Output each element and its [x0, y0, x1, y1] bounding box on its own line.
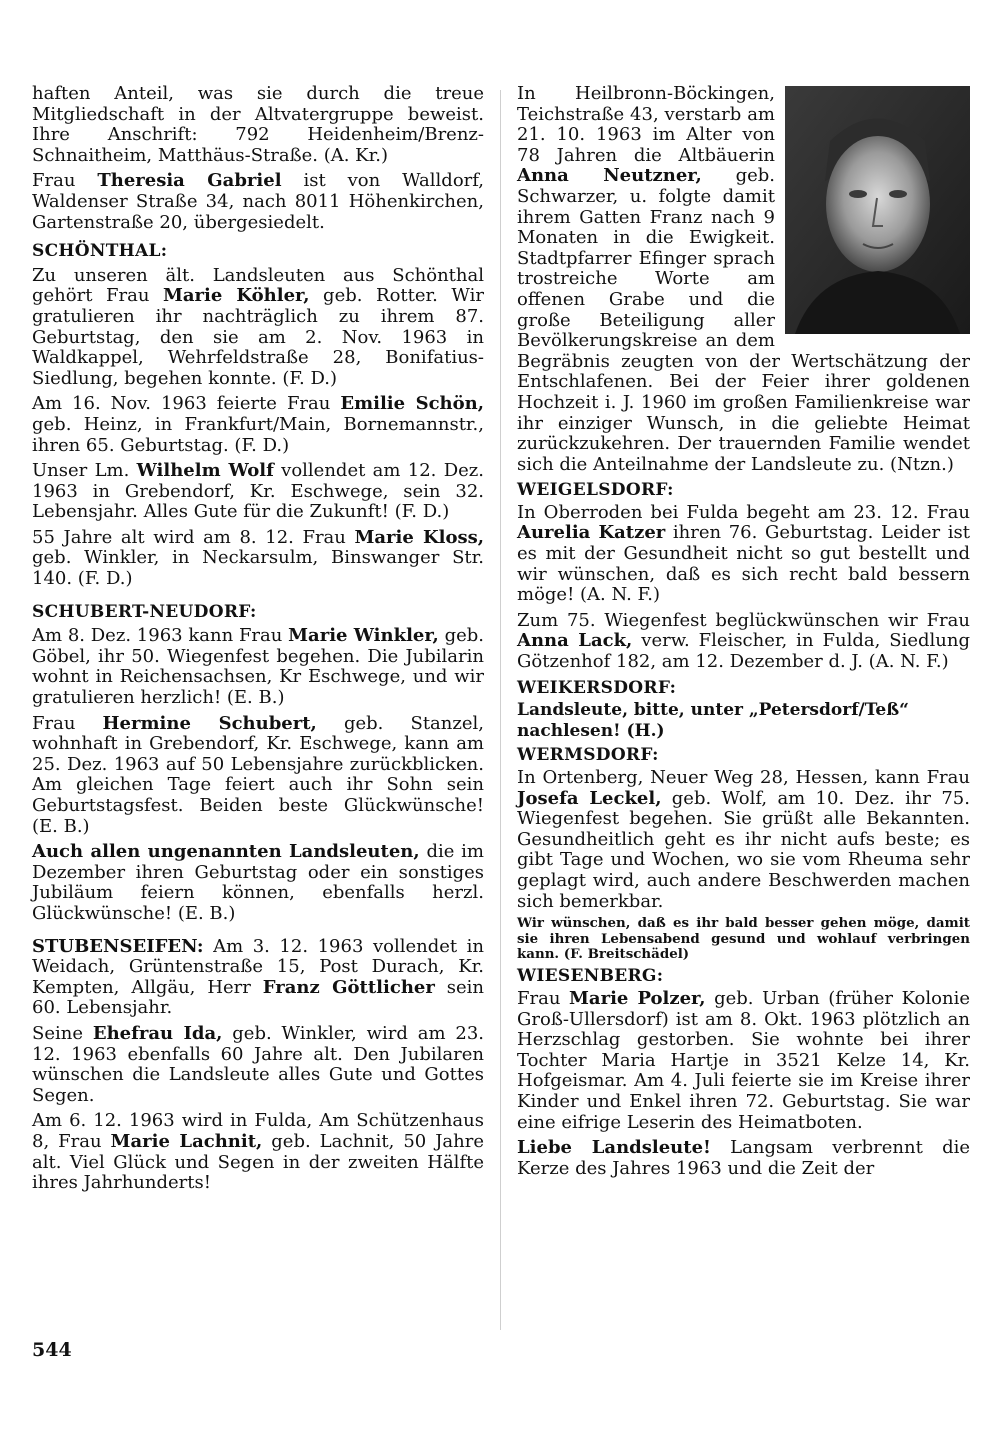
person-name: Josefa Leckel, [517, 787, 662, 809]
notice-text: Landsleute, bitte, unter „Petersdorf/Teß“ nachlesen! (H.) [517, 700, 909, 741]
text: In Ortenberg, Neuer Weg 28, Hessen, kann Frau [517, 767, 970, 788]
paragraph [517, 989, 970, 1133]
person-name: Ehefrau Ida, [92, 1022, 223, 1044]
paragraph [32, 528, 484, 590]
text: Seine [32, 1022, 93, 1044]
person-name: Emilie Schön, [340, 393, 485, 415]
page-number: 544 [32, 1339, 72, 1361]
text: In Oberroden bei Fulda begeht am 23. 12. Frau [517, 501, 970, 523]
person-name: Anna Lack, [517, 630, 633, 652]
text: Am 3. 12. 1963 vollendet in Weidach, Grüntenstraße 15, Post Durach, Kr. Kempten, Allgäu, Herr [32, 935, 484, 998]
section-heading-weikersdorf: WEIKERSDORF: [517, 677, 677, 698]
paragraph [32, 714, 484, 838]
text: die im Dezember ihren Geburtstag oder ein sonstiges Jubiläum feiern können, ebenfalls herzl. Glückwünsche! (E. B.) [32, 841, 485, 924]
paragraph [32, 842, 484, 924]
text: geb. Winkler, wird am 23. 12. 1963 ebenfalls 60 Jahre alt. Den Jubilaren wünschen die Landsleute alles Gute und Gottes Segen. [32, 1022, 485, 1106]
person-name: Marie Kloss, [354, 526, 484, 548]
paragraph [32, 937, 484, 1019]
text: Frau [32, 712, 103, 734]
text: Frau [32, 170, 98, 192]
person-name: Marie Köhler, [162, 285, 310, 307]
section-heading-weigelsdorf: WEIGELSDORF: [517, 480, 674, 501]
section-heading-wermsdorf: WERMSDORF: [517, 745, 659, 766]
section-heading-stubenseifen: STUBENSEIFEN: [32, 935, 204, 957]
paragraph [32, 1024, 484, 1106]
portrait-icon [785, 86, 970, 334]
paragraph [517, 768, 970, 912]
paragraph [32, 461, 484, 523]
text: geb. Urban (früher Kolonie Groß-Ullersdorf) ist am 8. Okt. 1963 plötzlich an Herzschlag gestorben. Sie wohnte bei ihrer Tochter Maria Hartje in 3521 Kelze 14, Kr. Hofgeismar. Am 4. Juli feierte sie im Kreise ihrer Kinder und Enkel ihren 72. Geburtstag. Sie war eine eifrige Leserin des Heimatboten. [517, 987, 970, 1133]
text: Am 6. 12. 1963 wird in Fulda, Am Schützenhaus 8, Frau [32, 1110, 484, 1152]
person-name: Wilhelm Wolf [136, 460, 274, 482]
text: Zum 75. Wiegenfest beglückwünschen wir Frau [517, 609, 970, 631]
section-heading-wiesenberg: WIESENBERG: [517, 966, 664, 987]
text: geb. Stanzel, wohnhaft in Grebendorf, Kr. Eschwege, kann am 25. Dez. 1963 auf 50 Lebensjahre zurückblicken. Am gleichen Tage feiert auch ihr Sohn sein Geburtstagsfest. Beiden beste Glückwünsche! (E. B.) [32, 712, 484, 837]
text: geb. Lachnit, 50 Jahre alt. Viel Glück und Segen in der zweiten Hälfte ihres Jahrhunderts! [32, 1130, 485, 1194]
paragraph [517, 1138, 970, 1179]
paragraph [517, 611, 970, 673]
text: sein 60. Lebensjahr. [32, 976, 484, 1019]
paragraph [32, 1111, 484, 1193]
text: Unser Lm. [32, 460, 137, 482]
text: Langsam verbrennt die Kerze des Jahres 1963 und die Zeit der [517, 1137, 971, 1179]
paragraph: haften Anteil, was sie durch die treue Mitgliedschaft in der Altvatergruppe beweist. Ihre Anschrift: 792 Heidenheim/Brenz-Schnaitheim, Matthäus-Straße. (A. Kr.) [32, 83, 484, 166]
column-divider [500, 90, 501, 1330]
text: verw. Fleischer, in Fulda, Siedlung Götzenhof 182, am 12. Dezember d. J. (A. N. F.) [517, 630, 970, 673]
text: vollendet am 12. Dez. 1963 in Grebendorf, Kr. Eschwege, sein 32. Lebensjahr. Alles Gute für die Zukunft! (F. D.) [32, 460, 484, 523]
text: geb. Heinz, in Frankfurt/Main, Bornemannstr., ihren 65. Geburtstag. (F. D.) [32, 413, 484, 456]
person-name: Marie Winkler, [288, 625, 439, 647]
text: Am 8. Dez. 1963 kann Frau [32, 625, 289, 647]
text: geb. Göbel, ihr 50. Wiegenfest begehen. Die Jubilarin wohnt in Reichensachsen, Kr Eschwege, und wir gratulieren herzlich! (E. B.) [32, 625, 485, 709]
text: Zu unseren ält. Landsleuten aus Schönthal gehört Frau [32, 264, 484, 307]
section-heading-schubert-neudorf: SCHUBERT-NEUDORF: [32, 601, 257, 622]
person-name: Anna Neutzner, [517, 165, 702, 187]
text: Frau [517, 987, 569, 1009]
paragraph [32, 266, 484, 390]
person-name: Marie Polzer, [569, 987, 706, 1009]
text: 55 Jahre alt wird am 8. 12. Frau [32, 526, 355, 548]
text: geb. Rotter. Wir gratulieren ihr nachträglich zu ihrem 87. Geburtstag, den sie am 2. Nov. 1963 in Waldkappel, Wehrfeldstraße 28, Bonifatius-Siedlung, begehen konnte. (F. D.) [32, 285, 484, 389]
person-name: Marie Lachnit, [110, 1130, 263, 1152]
text: Am 16. Nov. 1963 feierte Frau [32, 393, 341, 415]
text: ihren 76. Geburtstag. Leider ist es mit der Gesundheit nicht so gut bestellt und wir wünschen, daß es sich recht bald bessern möge! (A. N. F.) [517, 522, 971, 606]
right-column [517, 84, 970, 1184]
text: geb. Schwarzer, u. folgte damit ihrem Gatten Franz nach 9 Monaten in die Ewigkeit. Stadtpfarrer Efinger sprach trostreiche Worte am offenen Grabe und die große Beteiligung aller Bevölkerungskreise an dem Begräbnis zeugten von der Wertschätzung der Entschlafenen. Bei der Feier ihrer goldenen Hochzeit i. J. 1960 im großen Familienkreise war ihr einziger Wunsch, in die geliebte Heimat zurückzukehren. Der trauernden Familie wendet sich die Anteilnahme der Landsleute zu. (Ntzn.) [517, 165, 970, 475]
person-name: Aurelia Katzer [517, 522, 666, 544]
section-heading-schoenthal: SCHÖNTHAL: [32, 241, 168, 262]
left-column [32, 84, 484, 1199]
text: ist von Walldorf, Waldenser Straße 34, nach 8011 Höhenkirchen, Gartenstraße 20, übergesiedelt. [32, 170, 484, 233]
small-note: Wir wünschen, daß es ihr bald besser gehen möge, damit sie ihren Lebensabend gesund und wohlauf verbringen kann. (F. Breitschädel) [517, 915, 970, 962]
bold-text: Auch allen ungenannten Landsleuten, [32, 841, 420, 863]
paragraph [32, 394, 484, 456]
paragraph [517, 503, 970, 606]
paragraph [32, 171, 484, 233]
text: geb. Wolf, am 10. Dez. ihr 75. Wiegenfest begehen. Sie grüßt alle Bekannten. Gesundheitlich geht es ihr nicht aufs beste; es gibt Tage und Wochen, wo sie vom Rheuma sehr geplagt wird, auch andere Beschwerden machen sich bemerkbar. [517, 787, 970, 912]
bold-text: Liebe Landsleute! [517, 1137, 711, 1159]
person-name: Theresia Gabriel [97, 170, 282, 192]
portrait-photo [785, 86, 970, 334]
person-name: Franz Göttlicher [262, 976, 435, 998]
paragraph [32, 626, 484, 708]
text: In Heilbronn-Böckingen, Teichstraße 43, verstarb am 21. 10. 1963 im Alter von 78 Jahren die Altbäuerin [517, 83, 775, 166]
text: geb. Winkler, in Neckarsulm, Binswanger Str. 140. (F. D.) [32, 547, 484, 590]
person-name: Hermine Schubert, [102, 712, 317, 734]
